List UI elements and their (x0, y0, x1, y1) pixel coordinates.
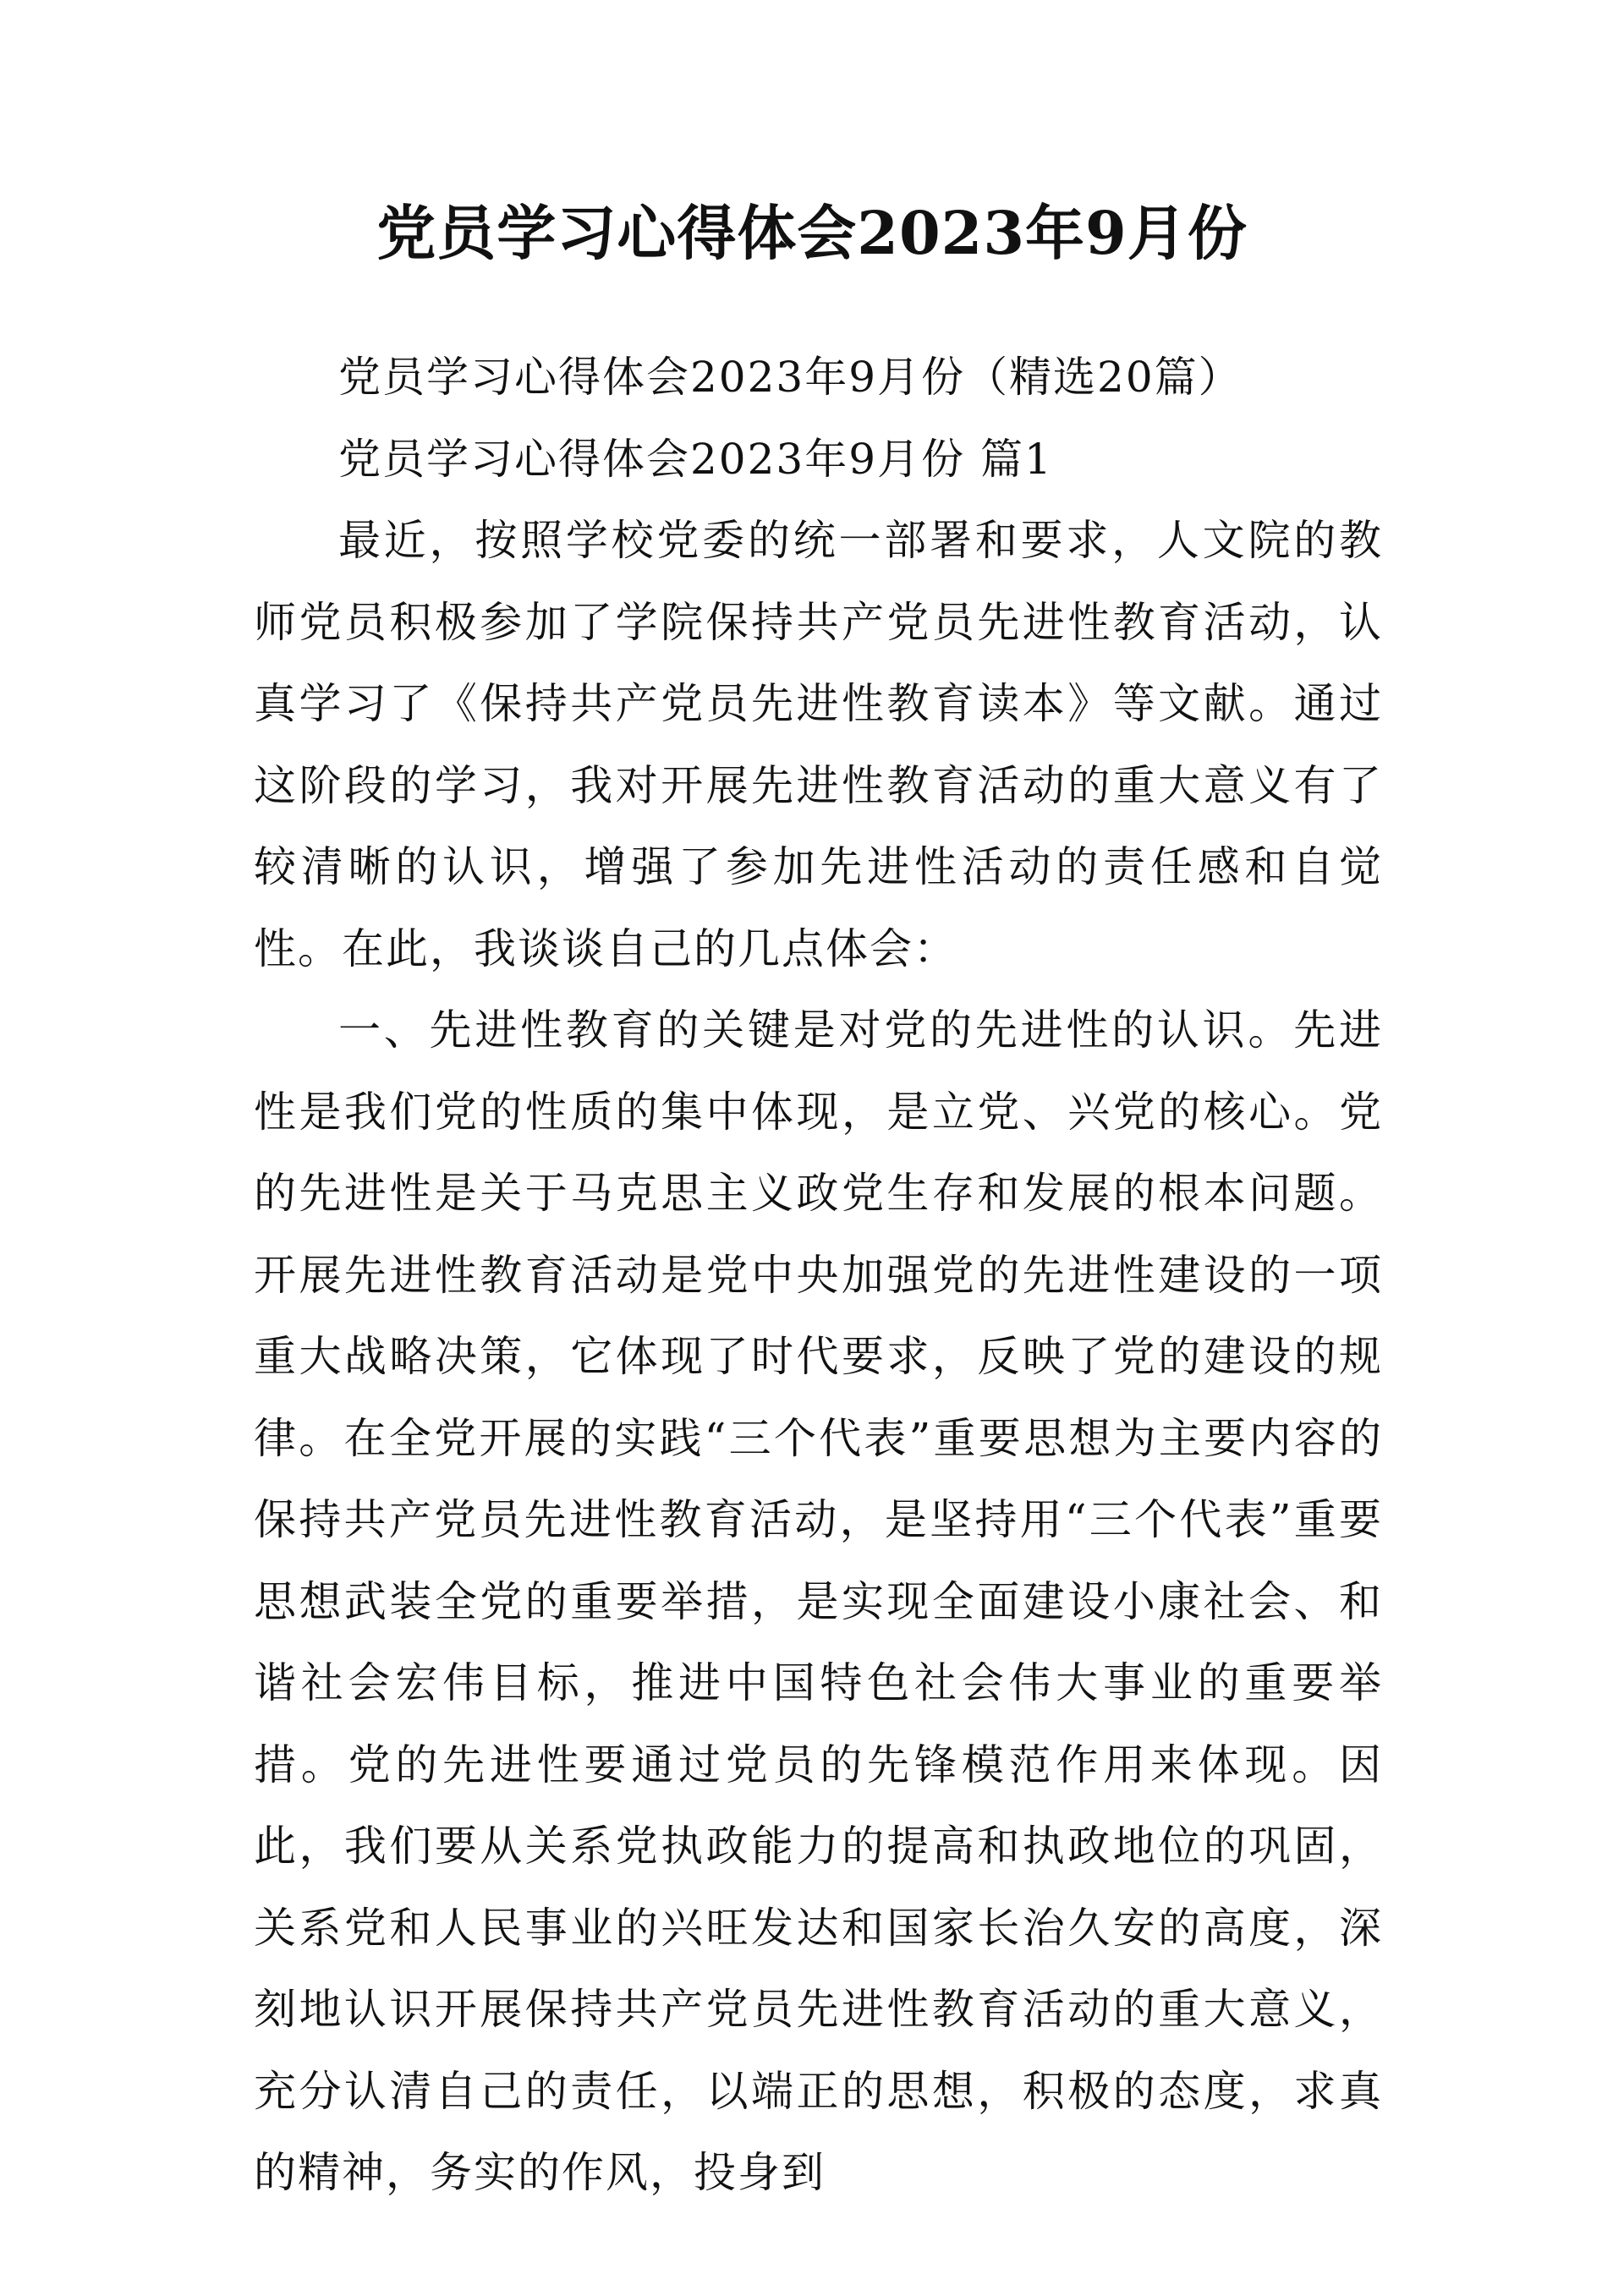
subtitle-paragraph: 党员学习心得体会2023年9月份（精选20篇） (338, 353, 1243, 402)
section-heading-paragraph: 党员学习心得体会2023年9月份 篇1 (338, 434, 1053, 484)
body-paragraph: 一、先进性教育的关键是对党的先进性的认识。先进性是我们党的性质的集中体现，是立党、兴党的核心。党的先进性是关于马克思主义政党生存和发展的根本问题。开展先进性教育活动是党中央加强党的先进性建设的一项重大战略决策，它体现了时代要求，反映了党的建设的规律。在全党开展的实践“三个代表”重要思想为主要内容的保持共产党员先进性教育活动，是坚持用“三个代表”重要思想武装全党的重要举措，是实现全面建设小康社会、和谐社会宏伟目标，推进中国特色社会伟大事业的重要举措。党的先进性要通过党员的先锋模范作用来体现。因此，我们要从关系党执政能力的提高和执政地位的巩固，关系党和人民事业的兴旺发达和国家长治久安的高度，深刻地认识开展保持共产党员先进性教育活动的重大意义，充分认清自己的责任，以端正的思想，积极的态度，求真的精神，务实的作风，投身到 (254, 1006, 1383, 2197)
body-paragraph: 最近，按照学校党委的统一部署和要求，人文院的教师党员积极参加了学院保持共产党员先进性教育活动，认真学习了《保持共产党员先进性教育读本》等文献。通过这阶段的学习，我对开展先进性教育活动的重大意义有了较清晰的认识，增强了参加先进性活动的责任感和自觉性。在此，我谈谈自己的几点体会： (254, 516, 1383, 973)
document-title: 党员学习心得体会2023年9月份 (376, 198, 1248, 268)
document-body (254, 337, 1383, 2214)
